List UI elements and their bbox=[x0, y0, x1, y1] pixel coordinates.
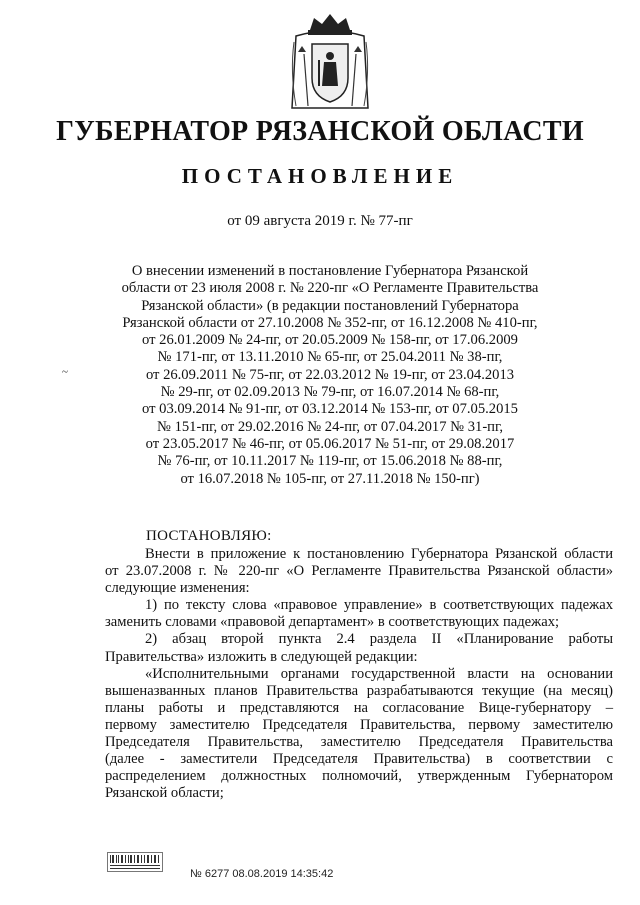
subject-line: № 76-пг, от 10.11.2017 № 119-пг, от 15.06.2018 № 88-пг, bbox=[157, 453, 503, 470]
body-line: вышеназванных планов Правительства разрабатываются текущие (на месяц) bbox=[105, 682, 613, 699]
body-line: 2) абзац второй пункта 2.4 раздела II «Планирование работы bbox=[145, 631, 613, 648]
subject-line: от 23.05.2017 № 46-пг, от 05.06.2017 № 51-пг, от 29.08.2017 bbox=[145, 435, 515, 452]
body-line: первому заместителю Председателя Правительства, первому заместителю bbox=[105, 716, 613, 733]
subject-line: Рязанской области от 27.10.2008 № 352-пг, от 16.12.2008 № 410-пг, bbox=[122, 314, 538, 331]
body-line: заменить словами «правовой департамент» в соответствующих падежах; bbox=[105, 614, 560, 631]
barcode-stamp-icon bbox=[107, 852, 163, 872]
subject-line: области от 23 июля 2008 г. № 220-пг «О Регламенте Правительства bbox=[121, 280, 539, 297]
subject-line: от 16.07.2018 № 105-пг, от 27.11.2018 № 150-пг) bbox=[180, 470, 480, 487]
body-line: распределением должностных полномочий, утвержденным Губернатором bbox=[105, 768, 613, 785]
subject-line: от 26.01.2009 № 24-пг, от 20.05.2009 № 158-пг, от 17.06.2009 bbox=[142, 332, 518, 349]
subject-line: № 171-пг, от 13.11.2010 № 65-пг, от 25.04.2011 № 38-пг, bbox=[157, 349, 503, 366]
coat-of-arms-icon bbox=[288, 12, 372, 112]
body-line: (далее - заместители Председателя Правительства) в соответствии с bbox=[105, 751, 613, 768]
body-line: 1) по тексту слова «правовое управление» в соответствующих падежах bbox=[145, 597, 613, 614]
margin-mark: ~ bbox=[62, 366, 68, 378]
decree-word: ПОСТАНОВЛЯЮ: bbox=[146, 528, 272, 544]
subject-line: № 151-пг, от 29.02.2016 № 24-пг, от 07.04.2017 № 31-пг, bbox=[157, 418, 503, 435]
body-line: Внести в приложение к постановлению Губернатора Рязанской области bbox=[145, 546, 613, 562]
body-line: от 23.07.2008 г. № 220-пг «О Регламенте Правительства Рязанской области» bbox=[105, 563, 613, 580]
document-type: ПОСТАНОВЛЕНИЕ bbox=[181, 164, 459, 188]
document-body bbox=[105, 546, 613, 802]
document-date-number: от 09 августа 2019 г. № 77-пг bbox=[227, 213, 413, 229]
registration-number: № 6277 08.08.2019 14:35:42 bbox=[190, 868, 334, 880]
body-line: Правительства» изложить в следующей редакции: bbox=[105, 648, 418, 665]
subject-line: № 29-пг, от 02.09.2013 № 79-пг, от 16.07.2014 № 68-пг, bbox=[160, 384, 500, 401]
body-line: Рязанской области; bbox=[105, 785, 224, 802]
body-line: «Исполнительными органами государственной власти на основании bbox=[145, 665, 613, 682]
body-line: Председателя Правительства, заместителю Председателя Правительства bbox=[105, 734, 613, 751]
subject-line: О внесении изменений в постановление Губернатора Рязанской bbox=[131, 263, 529, 279]
document-title: ГУБЕРНАТОР РЯЗАНСКОЙ ОБЛАСТИ bbox=[56, 116, 584, 147]
body-line: планы работы и представляются на согласование Вице-губернатору – bbox=[105, 699, 613, 716]
document-subject bbox=[100, 263, 560, 488]
body-line: следующие изменения: bbox=[105, 580, 250, 597]
subject-line: от 26.09.2011 № 75-пг, от 22.03.2012 № 19-пг, от 23.04.2013 bbox=[145, 366, 515, 383]
subject-line: Рязанской области» (в редакции постановлений Губернатора bbox=[141, 297, 519, 314]
subject-line: от 03.09.2014 № 91-пг, от 03.12.2014 № 153-пг, от 07.05.2015 bbox=[142, 401, 518, 418]
